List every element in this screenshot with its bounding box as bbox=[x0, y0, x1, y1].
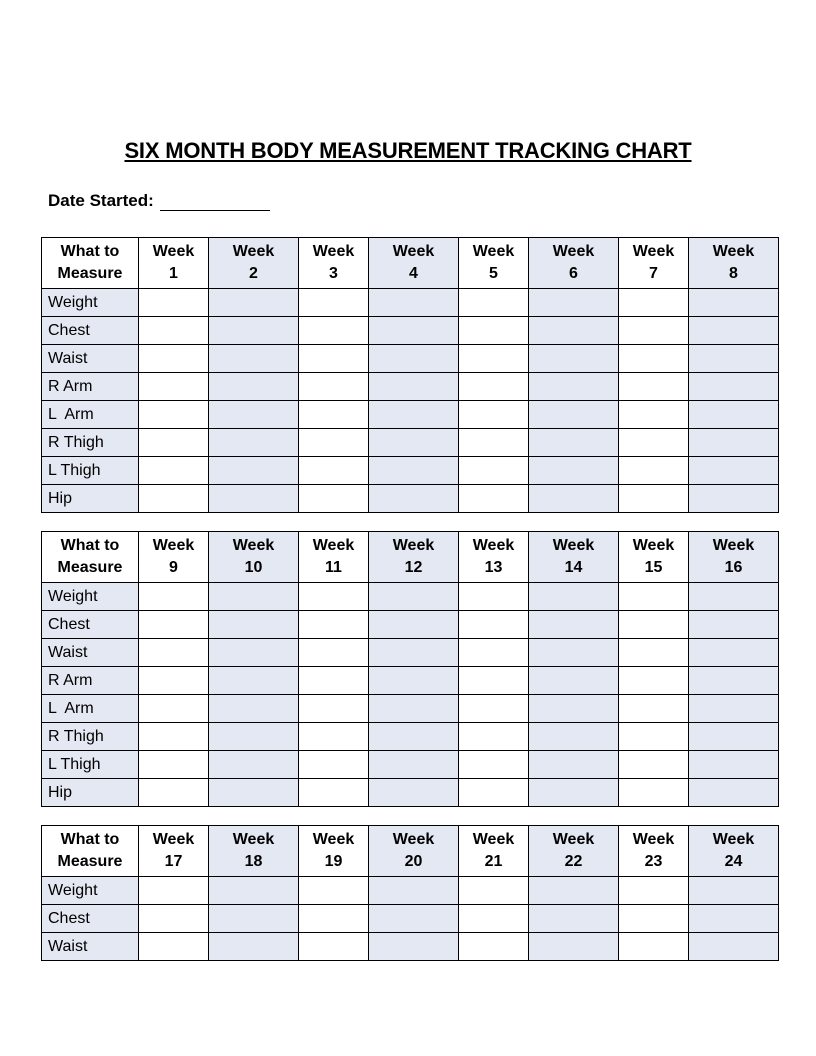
measurement-cell-week-6[interactable] bbox=[529, 345, 619, 373]
table-row bbox=[42, 751, 779, 779]
measurement-label: Weight bbox=[42, 289, 139, 317]
measurement-label: Chest bbox=[42, 905, 139, 933]
measurement-cell-week-23[interactable] bbox=[619, 933, 689, 961]
week-number: 8 bbox=[729, 265, 738, 282]
week-header-6 bbox=[529, 238, 619, 289]
measurement-cell-week-13[interactable] bbox=[459, 751, 529, 779]
measurement-cell-week-20[interactable] bbox=[369, 933, 459, 961]
week-number: 14 bbox=[564, 559, 583, 576]
week-header-12 bbox=[369, 532, 459, 583]
measurement-cell-week-13[interactable] bbox=[459, 667, 529, 695]
week-header-22 bbox=[529, 826, 619, 877]
week-word: Week bbox=[712, 831, 755, 848]
week-header-24 bbox=[689, 826, 779, 877]
week-word: Week bbox=[312, 831, 355, 848]
measurement-cell-week-9[interactable] bbox=[139, 639, 209, 667]
measurement-cell-week-3[interactable] bbox=[299, 289, 369, 317]
measurement-label: Chest bbox=[42, 317, 139, 345]
week-header-10 bbox=[209, 532, 299, 583]
week-header-5 bbox=[459, 238, 529, 289]
measurement-cell-week-14[interactable] bbox=[529, 639, 619, 667]
week-word: Week bbox=[712, 537, 755, 554]
week-number: 21 bbox=[484, 853, 503, 870]
measurement-cell-week-13[interactable] bbox=[459, 723, 529, 751]
measurement-cell-week-4[interactable] bbox=[369, 457, 459, 485]
week-header-11 bbox=[299, 532, 369, 583]
measurement-label: Waist bbox=[42, 639, 139, 667]
measurement-cell-week-13[interactable] bbox=[459, 639, 529, 667]
week-number: 2 bbox=[249, 265, 258, 282]
measurement-cell-week-8[interactable] bbox=[689, 429, 779, 457]
measurement-cell-week-1[interactable] bbox=[139, 485, 209, 513]
measurement-label: Weight bbox=[42, 877, 139, 905]
measurement-label: Waist bbox=[42, 933, 139, 961]
measurement-cell-week-21[interactable] bbox=[459, 905, 529, 933]
measurement-cell-week-7[interactable] bbox=[619, 345, 689, 373]
week-number: 19 bbox=[324, 853, 343, 870]
table-row bbox=[42, 429, 779, 457]
measurement-cell-week-15[interactable] bbox=[619, 779, 689, 807]
measurement-cell-week-10[interactable] bbox=[209, 611, 299, 639]
measurement-cell-week-16[interactable] bbox=[689, 695, 779, 723]
week-header-14 bbox=[529, 532, 619, 583]
what-to-measure-header bbox=[42, 532, 139, 583]
measurement-cell-week-11[interactable] bbox=[299, 611, 369, 639]
what-to-measure-header bbox=[42, 826, 139, 877]
week-number: 12 bbox=[404, 559, 423, 576]
table-row bbox=[42, 933, 779, 961]
measurement-cell-week-2[interactable] bbox=[209, 317, 299, 345]
measurement-cell-week-14[interactable] bbox=[529, 779, 619, 807]
week-number: 3 bbox=[329, 265, 338, 282]
measurement-cell-week-16[interactable] bbox=[689, 723, 779, 751]
measurement-cell-week-22[interactable] bbox=[529, 905, 619, 933]
measurement-cell-week-6[interactable] bbox=[529, 457, 619, 485]
measurement-table-2 bbox=[41, 531, 779, 807]
measurement-cell-week-9[interactable] bbox=[139, 695, 209, 723]
week-number: 11 bbox=[325, 559, 342, 576]
measurement-cell-week-14[interactable] bbox=[529, 723, 619, 751]
week-number: 6 bbox=[569, 265, 578, 282]
week-word: Week bbox=[232, 831, 275, 848]
measurement-cell-week-6[interactable] bbox=[529, 485, 619, 513]
week-number: 17 bbox=[164, 853, 183, 870]
measurement-label: R Arm bbox=[42, 667, 139, 695]
measurement-cell-week-15[interactable] bbox=[619, 723, 689, 751]
table-header-row bbox=[42, 826, 779, 877]
measurement-cell-week-5[interactable] bbox=[459, 317, 529, 345]
measurement-cell-week-12[interactable] bbox=[369, 583, 459, 611]
measurement-cell-week-9[interactable] bbox=[139, 779, 209, 807]
measurement-cell-week-24[interactable] bbox=[689, 877, 779, 905]
measurement-cell-week-9[interactable] bbox=[139, 667, 209, 695]
week-word: Week bbox=[632, 243, 675, 260]
measurement-cell-week-4[interactable] bbox=[369, 401, 459, 429]
measurement-cell-week-15[interactable] bbox=[619, 611, 689, 639]
measurement-cell-week-3[interactable] bbox=[299, 457, 369, 485]
measurement-cell-week-17[interactable] bbox=[139, 933, 209, 961]
measurement-cell-week-12[interactable] bbox=[369, 639, 459, 667]
measurement-label: Chest bbox=[42, 611, 139, 639]
date-started-row bbox=[48, 191, 270, 211]
measurement-cell-week-9[interactable] bbox=[139, 583, 209, 611]
week-header-13 bbox=[459, 532, 529, 583]
measurement-cell-week-13[interactable] bbox=[459, 583, 529, 611]
week-number: 22 bbox=[564, 853, 583, 870]
week-word: Week bbox=[312, 243, 355, 260]
week-header-3 bbox=[299, 238, 369, 289]
header-label-line1: What to bbox=[60, 831, 120, 848]
measurement-label: Hip bbox=[42, 485, 139, 513]
measurement-cell-week-3[interactable] bbox=[299, 373, 369, 401]
measurement-cell-week-2[interactable] bbox=[209, 373, 299, 401]
week-word: Week bbox=[232, 537, 275, 554]
measurement-cell-week-14[interactable] bbox=[529, 751, 619, 779]
table-row bbox=[42, 667, 779, 695]
table-row bbox=[42, 289, 779, 317]
measurement-label: L Thigh bbox=[42, 457, 139, 485]
week-number: 4 bbox=[409, 265, 418, 282]
week-number: 9 bbox=[169, 559, 178, 576]
measurement-cell-week-16[interactable] bbox=[689, 639, 779, 667]
measurement-cell-week-11[interactable] bbox=[299, 723, 369, 751]
measurement-cell-week-4[interactable] bbox=[369, 373, 459, 401]
measurement-cell-week-24[interactable] bbox=[689, 933, 779, 961]
week-number: 24 bbox=[724, 853, 743, 870]
measurement-cell-week-2[interactable] bbox=[209, 457, 299, 485]
measurement-cell-week-12[interactable] bbox=[369, 667, 459, 695]
measurement-cell-week-8[interactable] bbox=[689, 345, 779, 373]
measurement-label: L Arm bbox=[42, 695, 139, 723]
measurement-cell-week-11[interactable] bbox=[299, 751, 369, 779]
week-header-15 bbox=[619, 532, 689, 583]
measurement-cell-week-10[interactable] bbox=[209, 583, 299, 611]
table-header-row bbox=[42, 532, 779, 583]
measurement-label: Waist bbox=[42, 345, 139, 373]
measurement-cell-week-2[interactable] bbox=[209, 401, 299, 429]
measurement-cell-week-16[interactable] bbox=[689, 779, 779, 807]
measurement-cell-week-5[interactable] bbox=[459, 429, 529, 457]
measurement-cell-week-14[interactable] bbox=[529, 611, 619, 639]
measurement-cell-week-11[interactable] bbox=[299, 779, 369, 807]
week-header-20 bbox=[369, 826, 459, 877]
measurement-cell-week-7[interactable] bbox=[619, 289, 689, 317]
measurement-cell-week-4[interactable] bbox=[369, 429, 459, 457]
measurement-cell-week-10[interactable] bbox=[209, 667, 299, 695]
measurement-cell-week-8[interactable] bbox=[689, 485, 779, 513]
week-word: Week bbox=[552, 537, 595, 554]
measurement-cell-week-19[interactable] bbox=[299, 933, 369, 961]
measurement-cell-week-8[interactable] bbox=[689, 373, 779, 401]
week-number: 20 bbox=[404, 853, 423, 870]
week-header-21 bbox=[459, 826, 529, 877]
table-row bbox=[42, 611, 779, 639]
measurement-cell-week-12[interactable] bbox=[369, 611, 459, 639]
measurement-cell-week-16[interactable] bbox=[689, 667, 779, 695]
measurement-cell-week-11[interactable] bbox=[299, 583, 369, 611]
measurement-cell-week-5[interactable] bbox=[459, 373, 529, 401]
measurement-cell-week-14[interactable] bbox=[529, 583, 619, 611]
week-word: Week bbox=[152, 831, 195, 848]
table-row bbox=[42, 779, 779, 807]
measurement-cell-week-5[interactable] bbox=[459, 289, 529, 317]
measurement-cell-week-23[interactable] bbox=[619, 877, 689, 905]
measurement-cell-week-3[interactable] bbox=[299, 429, 369, 457]
measurement-cell-week-4[interactable] bbox=[369, 289, 459, 317]
week-number: 16 bbox=[724, 559, 743, 576]
table-row bbox=[42, 401, 779, 429]
measurement-table-3 bbox=[41, 825, 779, 961]
week-number: 13 bbox=[484, 559, 503, 576]
measurement-cell-week-1[interactable] bbox=[139, 345, 209, 373]
table-header-row bbox=[42, 238, 779, 289]
measurement-cell-week-19[interactable] bbox=[299, 905, 369, 933]
week-word: Week bbox=[472, 831, 515, 848]
table-row bbox=[42, 373, 779, 401]
measurement-cell-week-7[interactable] bbox=[619, 317, 689, 345]
header-label-line1: What to bbox=[60, 537, 120, 554]
measurement-cell-week-11[interactable] bbox=[299, 695, 369, 723]
measurement-cell-week-11[interactable] bbox=[299, 639, 369, 667]
week-number: 7 bbox=[649, 265, 658, 282]
week-number: 18 bbox=[244, 853, 263, 870]
measurement-cell-week-10[interactable] bbox=[209, 779, 299, 807]
measurement-cell-week-7[interactable] bbox=[619, 429, 689, 457]
measurement-cell-week-15[interactable] bbox=[619, 751, 689, 779]
header-label-line2: Measure bbox=[57, 559, 123, 576]
measurement-cell-week-1[interactable] bbox=[139, 289, 209, 317]
measurement-cell-week-9[interactable] bbox=[139, 723, 209, 751]
measurement-cell-week-15[interactable] bbox=[619, 695, 689, 723]
measurement-cell-week-5[interactable] bbox=[459, 485, 529, 513]
measurement-cell-week-2[interactable] bbox=[209, 485, 299, 513]
measurement-cell-week-20[interactable] bbox=[369, 905, 459, 933]
measurement-cell-week-7[interactable] bbox=[619, 373, 689, 401]
measurement-cell-week-15[interactable] bbox=[619, 667, 689, 695]
week-header-19 bbox=[299, 826, 369, 877]
measurement-cell-week-3[interactable] bbox=[299, 345, 369, 373]
week-word: Week bbox=[472, 243, 515, 260]
week-word: Week bbox=[152, 537, 195, 554]
measurement-cell-week-3[interactable] bbox=[299, 401, 369, 429]
what-to-measure-header bbox=[42, 238, 139, 289]
measurement-cell-week-8[interactable] bbox=[689, 457, 779, 485]
week-word: Week bbox=[632, 831, 675, 848]
week-word: Week bbox=[232, 243, 275, 260]
measurement-cell-week-5[interactable] bbox=[459, 457, 529, 485]
measurement-cell-week-4[interactable] bbox=[369, 317, 459, 345]
measurement-cell-week-10[interactable] bbox=[209, 639, 299, 667]
header-label-line1: What to bbox=[60, 243, 120, 260]
table-row bbox=[42, 639, 779, 667]
table-row bbox=[42, 317, 779, 345]
measurement-cell-week-16[interactable] bbox=[689, 751, 779, 779]
measurement-label: R Thigh bbox=[42, 429, 139, 457]
measurement-cell-week-8[interactable] bbox=[689, 289, 779, 317]
measurement-cell-week-22[interactable] bbox=[529, 877, 619, 905]
measurement-cell-week-1[interactable] bbox=[139, 457, 209, 485]
week-number: 15 bbox=[644, 559, 663, 576]
date-started-field[interactable] bbox=[160, 192, 270, 211]
measurement-cell-week-9[interactable] bbox=[139, 751, 209, 779]
week-word: Week bbox=[712, 243, 755, 260]
header-label-line2: Measure bbox=[57, 265, 123, 282]
measurement-cell-week-6[interactable] bbox=[529, 401, 619, 429]
week-header-17 bbox=[139, 826, 209, 877]
measurement-cell-week-17[interactable] bbox=[139, 905, 209, 933]
measurement-cell-week-12[interactable] bbox=[369, 723, 459, 751]
measurement-cell-week-1[interactable] bbox=[139, 429, 209, 457]
measurement-label: L Thigh bbox=[42, 751, 139, 779]
measurement-cell-week-20[interactable] bbox=[369, 877, 459, 905]
table-row bbox=[42, 345, 779, 373]
week-word: Week bbox=[312, 537, 355, 554]
measurement-label: R Arm bbox=[42, 373, 139, 401]
measurement-cell-week-6[interactable] bbox=[529, 429, 619, 457]
week-word: Week bbox=[392, 243, 435, 260]
measurement-cell-week-12[interactable] bbox=[369, 695, 459, 723]
week-header-1 bbox=[139, 238, 209, 289]
measurement-table-1 bbox=[41, 237, 779, 513]
measurement-cell-week-6[interactable] bbox=[529, 289, 619, 317]
measurement-cell-week-2[interactable] bbox=[209, 345, 299, 373]
week-header-9 bbox=[139, 532, 209, 583]
page-title: SIX MONTH BODY MEASUREMENT TRACKING CHART bbox=[124, 138, 692, 163]
measurement-cell-week-1[interactable] bbox=[139, 317, 209, 345]
measurement-cell-week-2[interactable] bbox=[209, 429, 299, 457]
measurement-cell-week-10[interactable] bbox=[209, 723, 299, 751]
week-number: 1 bbox=[169, 265, 178, 282]
table-row bbox=[42, 485, 779, 513]
week-header-18 bbox=[209, 826, 299, 877]
week-word: Week bbox=[632, 537, 675, 554]
week-word: Week bbox=[392, 831, 435, 848]
measurement-cell-week-19[interactable] bbox=[299, 877, 369, 905]
measurement-label: Weight bbox=[42, 583, 139, 611]
week-header-16 bbox=[689, 532, 779, 583]
measurement-cell-week-21[interactable] bbox=[459, 877, 529, 905]
measurement-cell-week-10[interactable] bbox=[209, 751, 299, 779]
measurement-cell-week-7[interactable] bbox=[619, 485, 689, 513]
table-row bbox=[42, 877, 779, 905]
header-label-line2: Measure bbox=[57, 853, 123, 870]
measurement-cell-week-18[interactable] bbox=[209, 877, 299, 905]
measurement-cell-week-16[interactable] bbox=[689, 611, 779, 639]
measurement-cell-week-13[interactable] bbox=[459, 695, 529, 723]
measurement-cell-week-1[interactable] bbox=[139, 373, 209, 401]
measurement-label: L Arm bbox=[42, 401, 139, 429]
measurement-cell-week-16[interactable] bbox=[689, 583, 779, 611]
measurement-label: Hip bbox=[42, 779, 139, 807]
week-header-4 bbox=[369, 238, 459, 289]
table-row bbox=[42, 457, 779, 485]
measurement-cell-week-3[interactable] bbox=[299, 317, 369, 345]
measurement-cell-week-7[interactable] bbox=[619, 401, 689, 429]
measurement-cell-week-14[interactable] bbox=[529, 667, 619, 695]
week-header-7 bbox=[619, 238, 689, 289]
measurement-cell-week-12[interactable] bbox=[369, 751, 459, 779]
table-row bbox=[42, 723, 779, 751]
measurement-cell-week-4[interactable] bbox=[369, 345, 459, 373]
measurement-cell-week-5[interactable] bbox=[459, 401, 529, 429]
measurement-cell-week-14[interactable] bbox=[529, 695, 619, 723]
week-word: Week bbox=[552, 243, 595, 260]
measurement-cell-week-22[interactable] bbox=[529, 933, 619, 961]
week-number: 5 bbox=[489, 265, 498, 282]
measurement-cell-week-13[interactable] bbox=[459, 611, 529, 639]
measurement-cell-week-18[interactable] bbox=[209, 905, 299, 933]
week-word: Week bbox=[152, 243, 195, 260]
measurement-cell-week-1[interactable] bbox=[139, 401, 209, 429]
measurement-cell-week-24[interactable] bbox=[689, 905, 779, 933]
week-word: Week bbox=[392, 537, 435, 554]
table-row bbox=[42, 695, 779, 723]
measurement-cell-week-2[interactable] bbox=[209, 289, 299, 317]
week-word: Week bbox=[472, 537, 515, 554]
measurement-cell-week-17[interactable] bbox=[139, 877, 209, 905]
measurement-cell-week-7[interactable] bbox=[619, 457, 689, 485]
measurement-cell-week-13[interactable] bbox=[459, 779, 529, 807]
measurement-cell-week-6[interactable] bbox=[529, 317, 619, 345]
measurement-cell-week-10[interactable] bbox=[209, 695, 299, 723]
measurement-cell-week-8[interactable] bbox=[689, 401, 779, 429]
measurement-cell-week-12[interactable] bbox=[369, 779, 459, 807]
measurement-cell-week-3[interactable] bbox=[299, 485, 369, 513]
measurement-cell-week-8[interactable] bbox=[689, 317, 779, 345]
measurement-cell-week-9[interactable] bbox=[139, 611, 209, 639]
week-number: 10 bbox=[244, 559, 263, 576]
measurement-cell-week-5[interactable] bbox=[459, 345, 529, 373]
week-number: 23 bbox=[644, 853, 663, 870]
measurement-cell-week-23[interactable] bbox=[619, 905, 689, 933]
week-word: Week bbox=[552, 831, 595, 848]
measurement-cell-week-15[interactable] bbox=[619, 583, 689, 611]
week-header-8 bbox=[689, 238, 779, 289]
measurement-cell-week-15[interactable] bbox=[619, 639, 689, 667]
measurement-cell-week-18[interactable] bbox=[209, 933, 299, 961]
week-header-23 bbox=[619, 826, 689, 877]
measurement-label: R Thigh bbox=[42, 723, 139, 751]
table-row bbox=[42, 583, 779, 611]
week-header-2 bbox=[209, 238, 299, 289]
measurement-cell-week-11[interactable] bbox=[299, 667, 369, 695]
measurement-cell-week-4[interactable] bbox=[369, 485, 459, 513]
measurement-cell-week-6[interactable] bbox=[529, 373, 619, 401]
measurement-cell-week-21[interactable] bbox=[459, 933, 529, 961]
table-row bbox=[42, 905, 779, 933]
date-started-label: Date Started: bbox=[48, 191, 154, 210]
